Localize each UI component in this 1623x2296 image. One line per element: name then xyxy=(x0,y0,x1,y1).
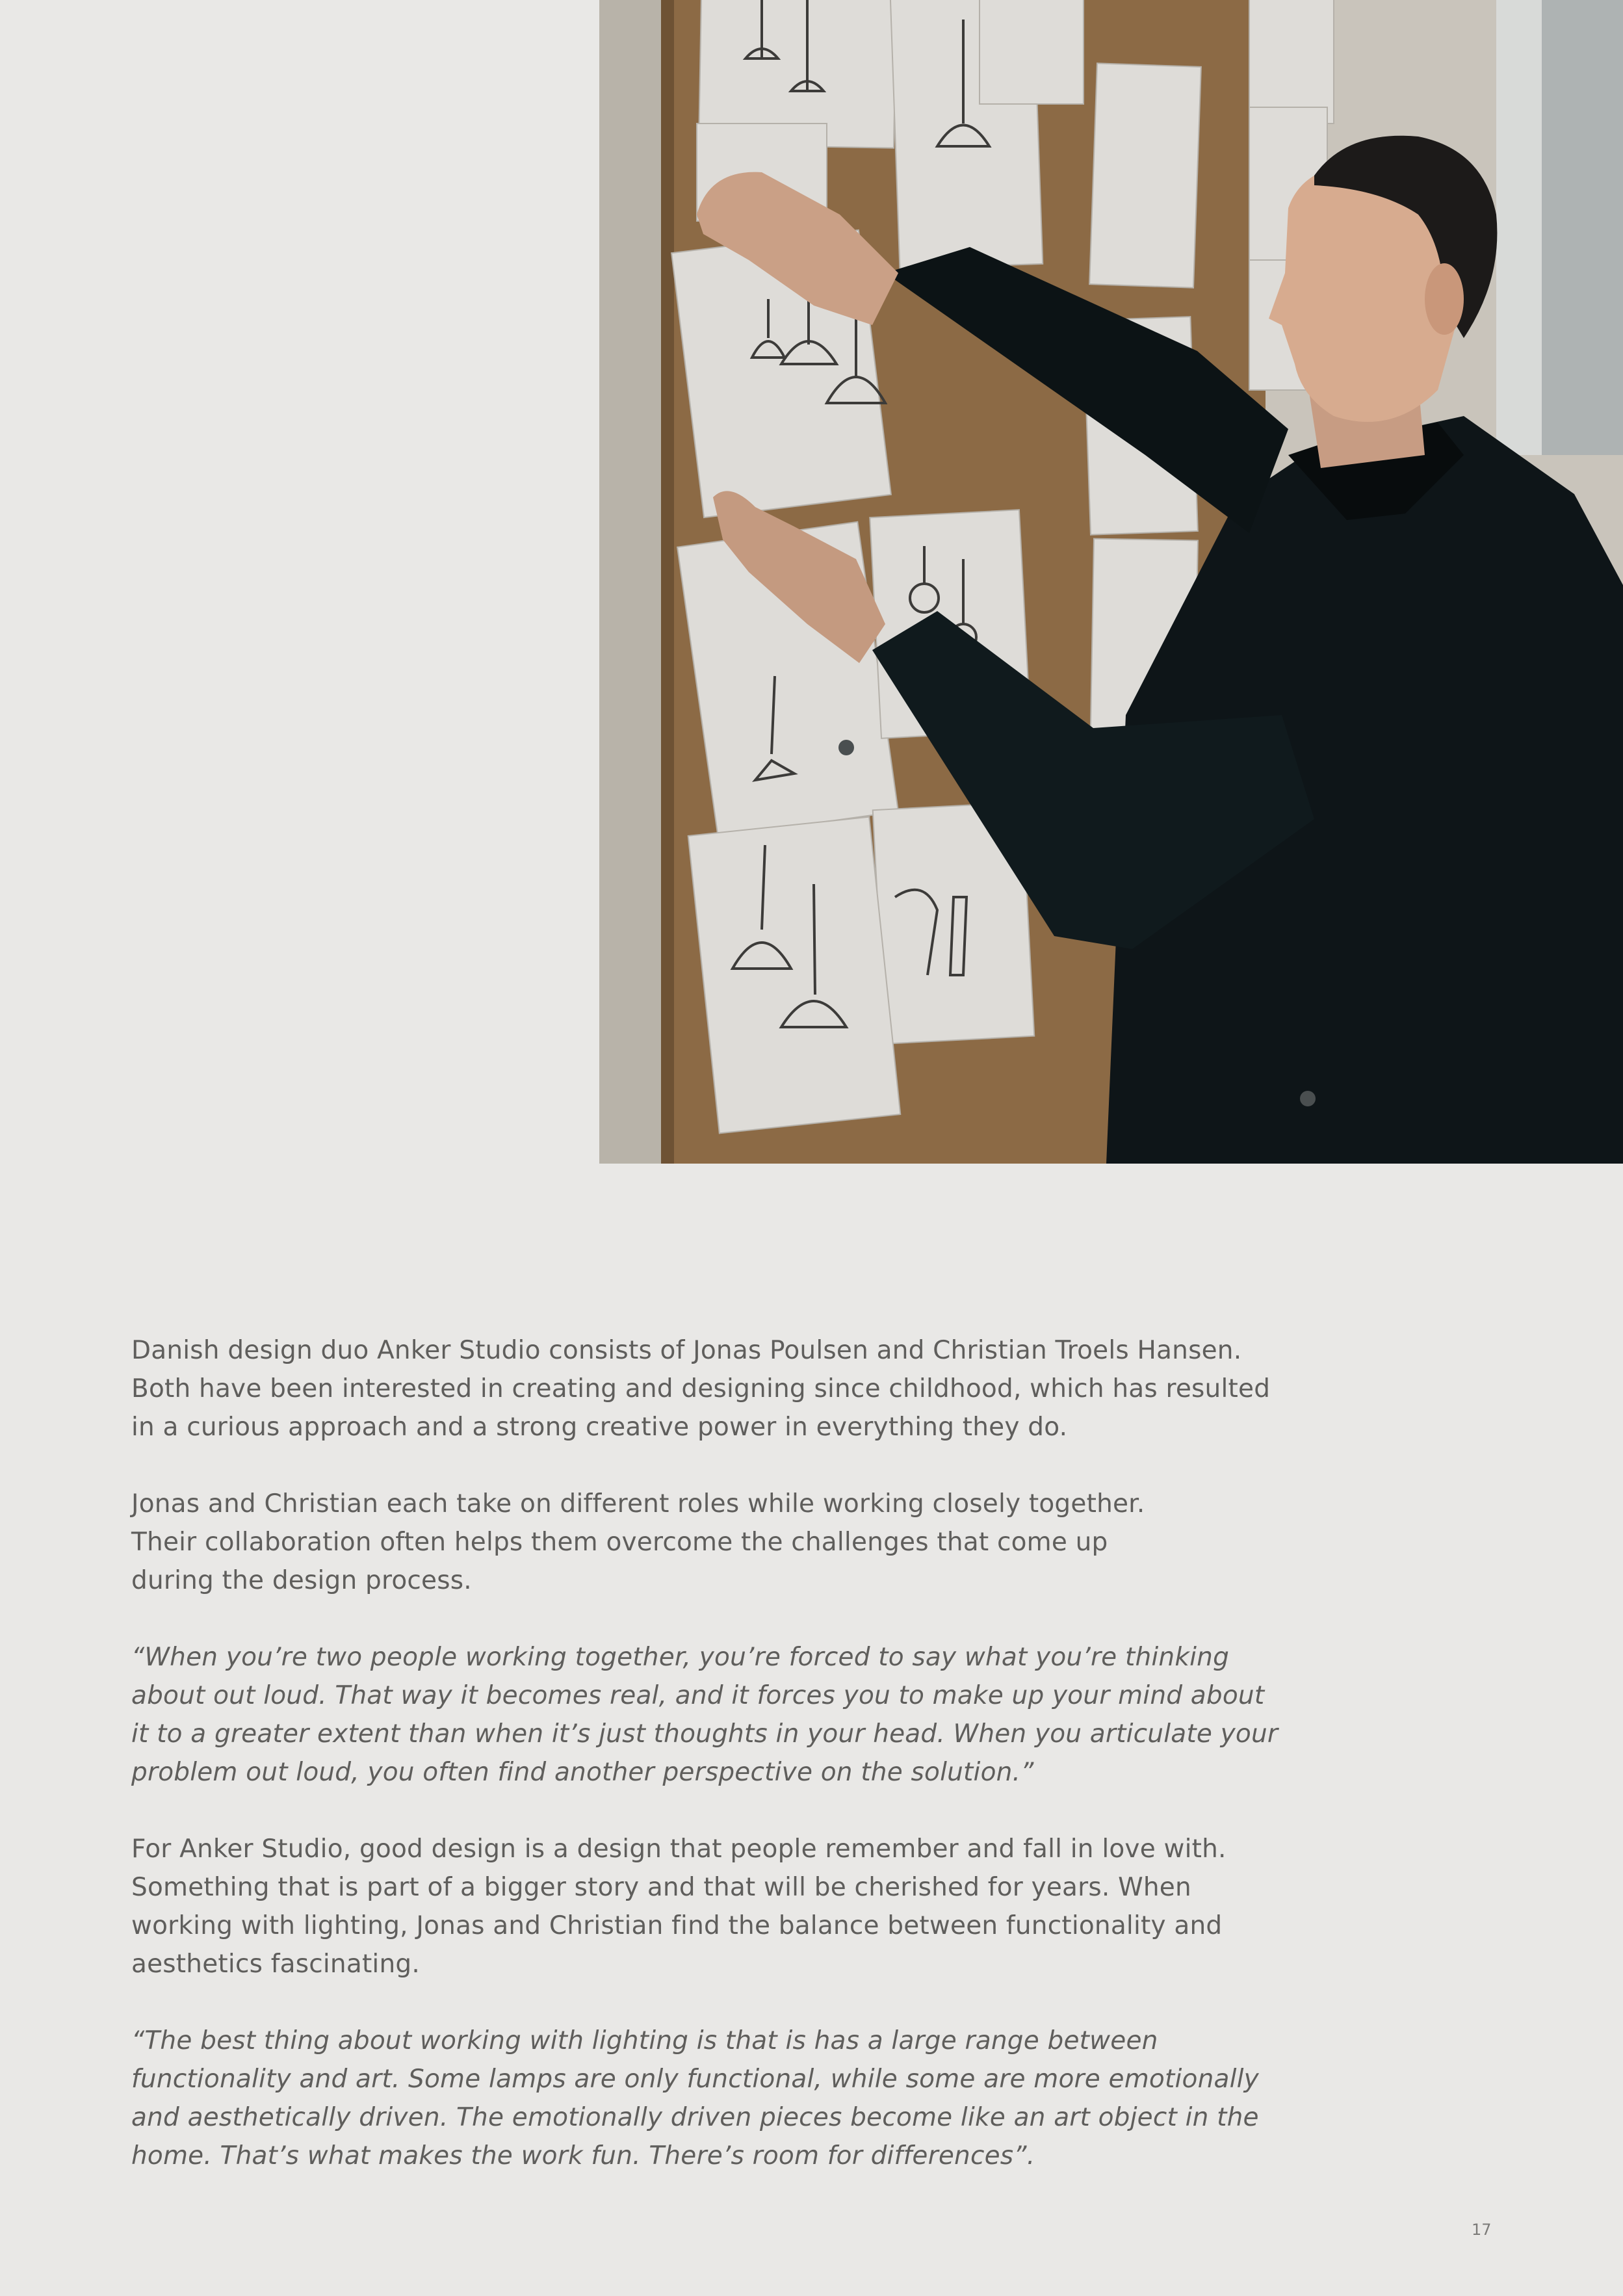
text-line: working with lighting, Jonas and Christian find the balance between functionality and xyxy=(131,1911,1223,1940)
studio-photo xyxy=(599,0,1623,1164)
text-line: Both have been interested in creating and designing since childhood, which has resulted xyxy=(131,1374,1271,1403)
article-body xyxy=(131,1331,1301,2213)
text-line: Danish design duo Anker Studio consists of Jonas Poulsen and Christian Troels Hansen. xyxy=(131,1336,1242,1365)
paragraph-intro xyxy=(131,1331,1301,1446)
text-line: aesthetics fascinating. xyxy=(131,1950,420,1979)
text-line: home. That’s what makes the work fun. There’s room for differences”. xyxy=(131,2141,1035,2171)
text-line: it to a greater extent than when it’s just thoughts in your head. When you articulate your xyxy=(131,1719,1279,1749)
text-line: about out loud. That way it becomes real, and it forces you to make up your mind about xyxy=(131,1681,1265,1710)
text-line: For Anker Studio, good design is a design that people remember and fall in love with. xyxy=(131,1834,1227,1864)
page-number: 17 xyxy=(1472,2221,1492,2239)
text-line: functionality and art. Some lamps are only functional, while some are more emotionally xyxy=(131,2065,1259,2094)
text-line: and aesthetically driven. The emotionally driven pieces become like an art object in the xyxy=(131,2103,1259,2132)
quote-thinking-out-loud xyxy=(131,1638,1301,1792)
text-line: Jonas and Christian each take on different roles while working closely together. xyxy=(131,1489,1145,1519)
paragraph-collaboration xyxy=(131,1485,1301,1600)
text-line: during the design process. xyxy=(131,1566,472,1595)
text-line: in a curious approach and a strong creative power in everything they do. xyxy=(131,1413,1068,1442)
text-line: problem out loud, you often find another perspective on the solution.” xyxy=(131,1758,1034,1787)
text-line: “When you’re two people working together, you’re forced to say what you’re thinking xyxy=(131,1643,1230,1672)
quote-lighting xyxy=(131,2022,1301,2175)
text-line: Their collaboration often helps them overcome the challenges that come up xyxy=(131,1528,1108,1557)
paragraph-good-design xyxy=(131,1830,1301,1983)
text-line: “The best thing about working with lighting is that is has a large range between xyxy=(131,2026,1158,2055)
text-line: Something that is part of a bigger story and that will be cherished for years. When xyxy=(131,1873,1191,1902)
